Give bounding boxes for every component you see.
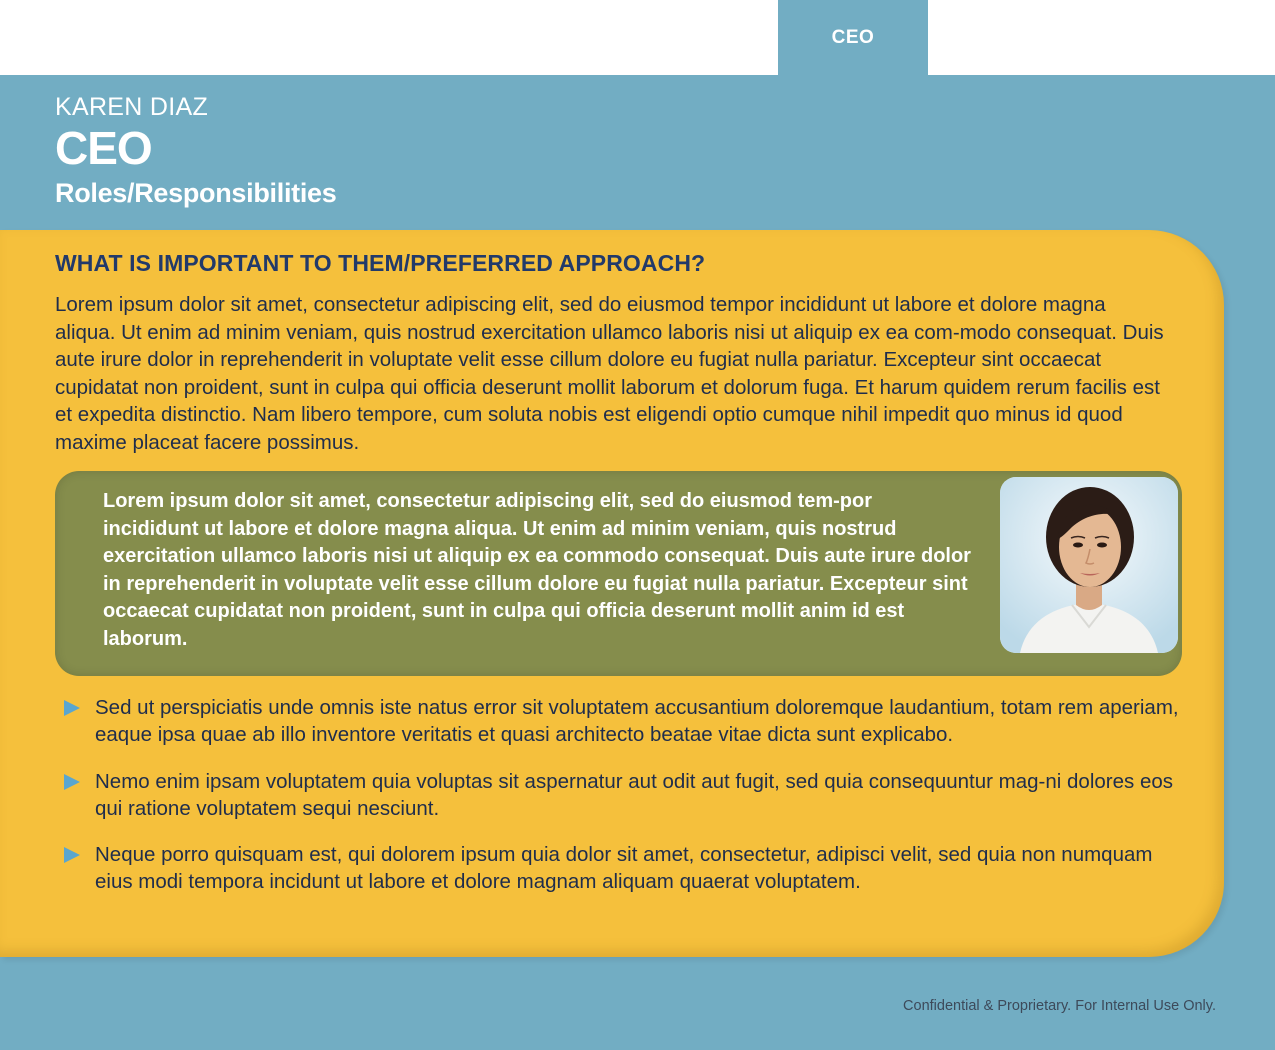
section-paragraph: Lorem ipsum dolor sit amet, consectetur adipiscing elit, sed do eiusmod tempor incididunt ut labore et dolore magna aliqua. Ut enim ad minim veniam, quis nostrud exercitation ullamco laboris nisi ut aliquip ex ea com-modo consequat. Duis aute irure dolor in reprehenderit in voluptate velit esse cillum dolore eu fugiat nulla pariatur. Excepteur sint occaecat cupidatat non proident, sunt in culpa qui officia deserunt mollit laborum et dolorum fuga. Et harum quidem rerum facilis est et expedita distinctio. Nam libero tempore, cum soluta nobis est eligendi optio cumque nihil impedit quo minus id quod maxime placeat facere possimus. (55, 293, 1164, 454)
page-title: CEO (55, 122, 152, 174)
quote-text: Lorem ipsum dolor sit amet, consectetur adipiscing elit, sed do eiusmod tem-por incididunt ut labore et dolore magna aliqua. Ut enim ad minim veniam, quis nostrud exercitation ullamco laboris nisi ut aliquip ex ea commodo consequat. Duis aute irure dolor in reprehenderit in voluptate velit esse cillum dolore eu fugiat nulla pariatur. Excepteur sint occaecat cupidatat non proident, sunt in culpa qui officia deserunt mollit anim id est laborum. (103, 490, 971, 650)
list-item (62, 694, 1182, 749)
bullet-text: Nemo enim ipsam voluptatem quia voluptas sit aspernatur aut odit aut fugit, sed quia consequuntur mag-ni dolores eos qui ratione voluptatem sequi nesciunt. (95, 769, 1174, 820)
person-portrait-icon (1000, 477, 1178, 653)
tab-ceo[interactable]: CEO (778, 0, 928, 75)
section-heading: WHAT IS IMPORTANT TO THEM/PREFERRED APPROACH? (55, 250, 706, 276)
play-arrow-icon (64, 700, 80, 716)
bullet-list (62, 694, 1182, 915)
play-arrow-icon (64, 847, 80, 863)
content-card (0, 230, 1224, 957)
person-name: KAREN DIAZ (55, 93, 209, 121)
list-item (62, 841, 1182, 896)
list-item (62, 768, 1182, 823)
footer-disclaimer: Confidential & Proprietary. For Internal Use Only. (903, 998, 1216, 1014)
profile-header (55, 93, 336, 209)
top-bar (0, 0, 1275, 75)
bullet-text: Sed ut perspiciatis unde omnis iste natus error sit voluptatem accusantium doloremque laudantium, totam rem aperiam, eaque ipsa quae ab illo inventore veritatis et quasi architecto beatae vitae dicta sunt explicabo. (95, 696, 1179, 747)
quote-box (55, 471, 1182, 676)
play-arrow-icon (64, 774, 80, 790)
bullet-text: Neque porro quisquam est, qui dolorem ipsum quia dolor sit amet, consectetur, adipisci velit, sed quia non numquam eius modi tempora incidunt ut labore et dolore magnam aliquam quaerat voluptatem. (95, 843, 1153, 894)
page-subtitle: Roles/Responsibilities (55, 178, 337, 208)
portrait-photo (1000, 477, 1178, 653)
